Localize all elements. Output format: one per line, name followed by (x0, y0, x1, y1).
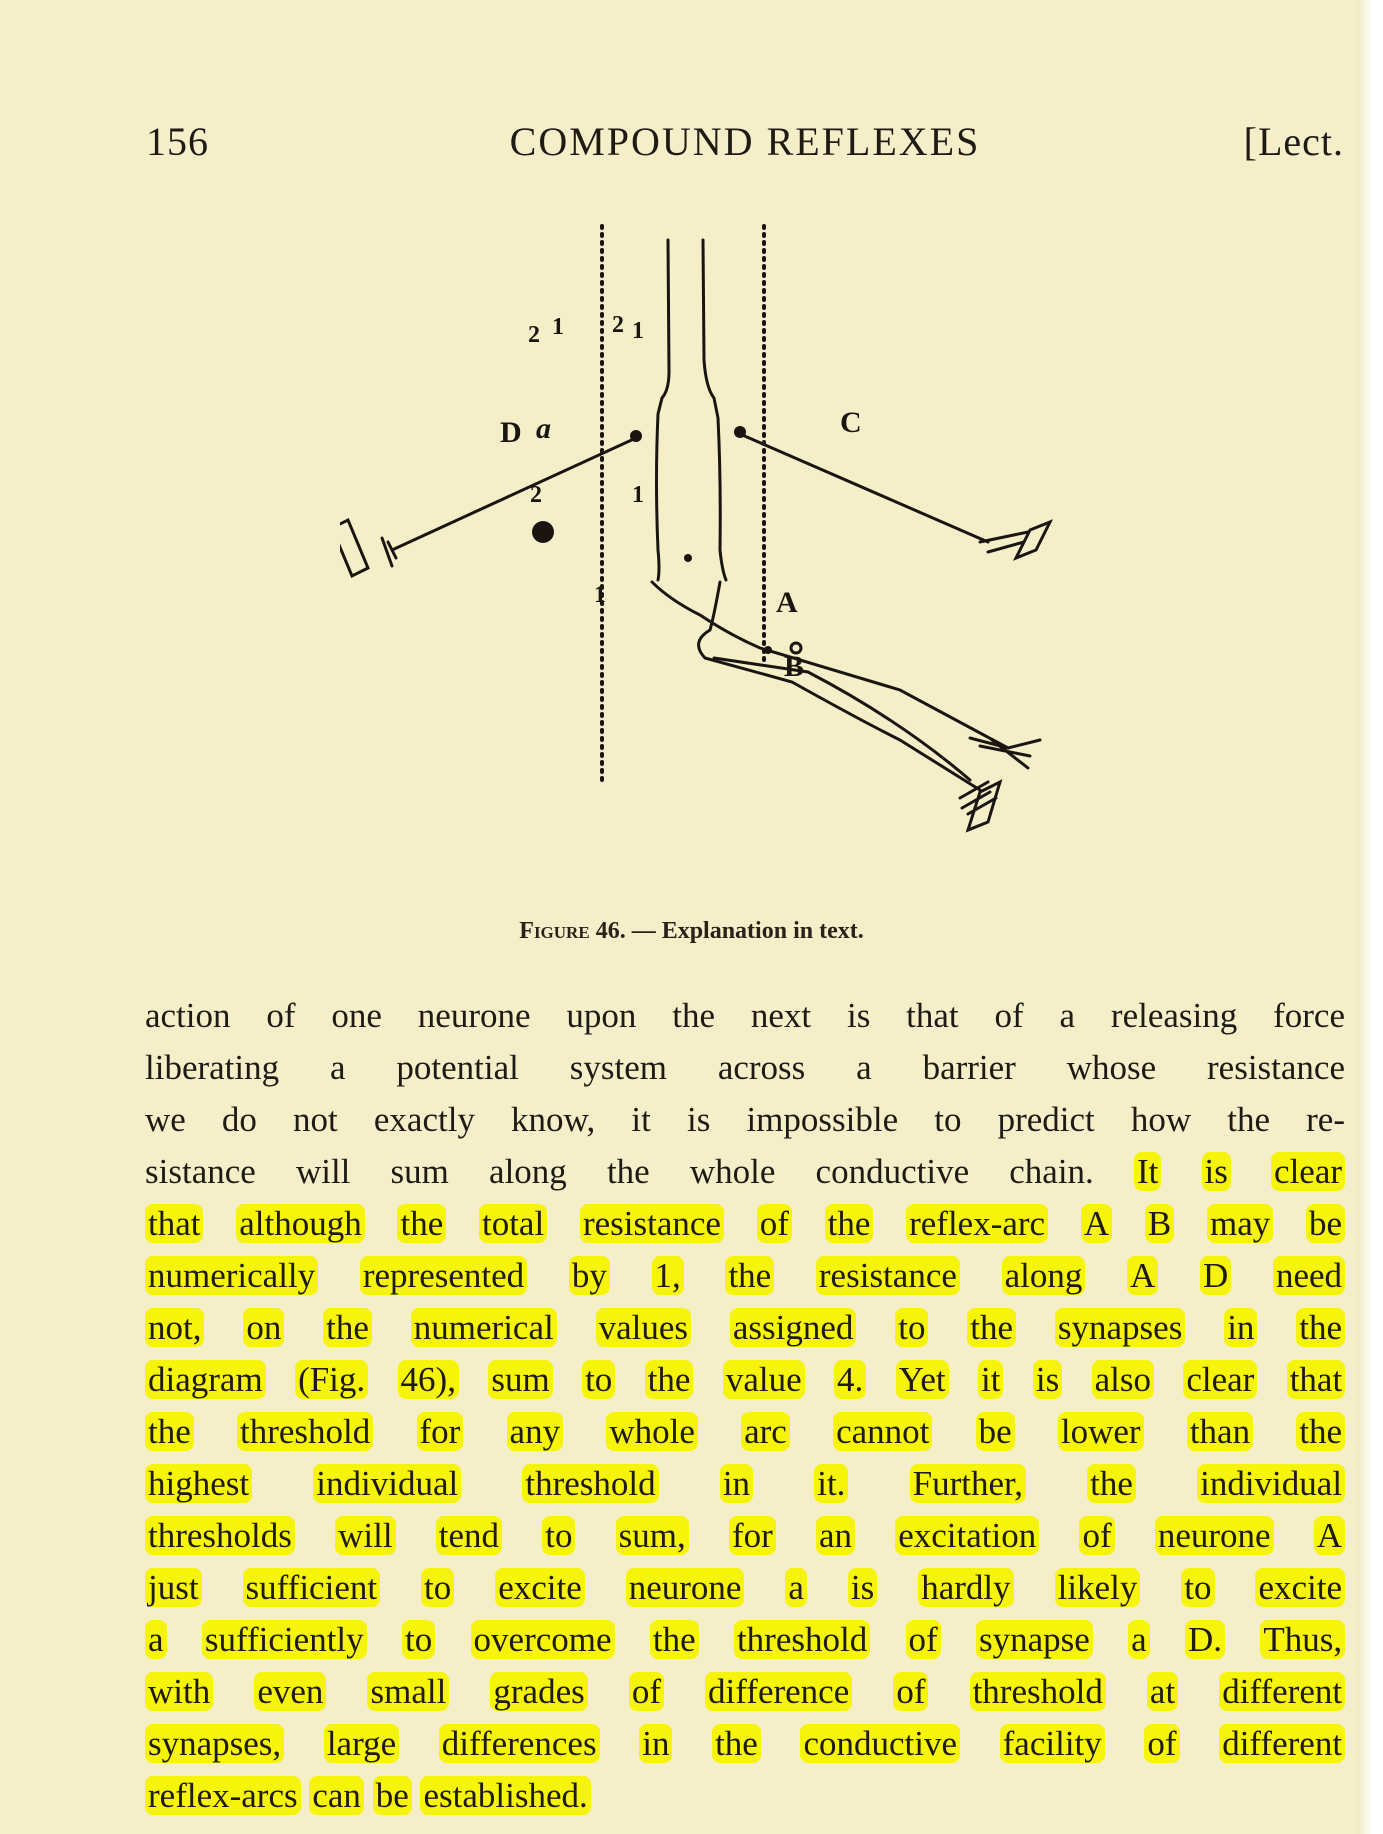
synapse-label-2-right: 2 (612, 312, 624, 338)
highlighted-text-line: just sufficient to excite neurone a is hardly likely to excite (145, 1562, 1345, 1614)
label-b-neurone: B (784, 650, 805, 683)
label-a-neurone: A (776, 586, 798, 619)
label-c: C (840, 406, 862, 439)
synapse-a-dot (764, 646, 772, 654)
label-a: a (536, 412, 551, 445)
caption-text: 46. — Explanation in text. (595, 918, 864, 944)
body-paragraph (145, 990, 1345, 1822)
highlighted-text-line: numerically represented by 1, the resistance along A D need (145, 1250, 1345, 1302)
running-title: COMPOUND REFLEXES (509, 119, 981, 164)
small-synapse-dot (684, 554, 692, 562)
synapse-label-2-mid: 2 (530, 482, 542, 508)
neurone-c-axon (740, 434, 988, 542)
text-line: sistance will sum along the whole conductive chain. It is clear (145, 1146, 1345, 1198)
synapse-label-1-right: 1 (632, 318, 644, 344)
figure-caption (0, 918, 1383, 945)
highlighted-text-line: a sufficiently to overcome the threshold of synapse a D. Thus, (145, 1614, 1345, 1666)
neurone-d-end (382, 538, 396, 566)
synapse-label-1-mid: 1 (632, 482, 644, 508)
text-line: we do not exactly know, it is impossible to predict how the re- (145, 1100, 1345, 1139)
synapse-dot-right (734, 426, 746, 438)
highlighted-text-line: not, on the numerical values assigned to the synapses in the (145, 1302, 1345, 1354)
neurone-a-fiber (652, 582, 1008, 748)
synapse-label-1-low: 1 (594, 582, 606, 608)
reflex-arc-diagram (340, 220, 1140, 900)
synapse-dot-left (630, 430, 642, 442)
highlighted-text-line: that although the total resistance of the reflex-arc A B may be (145, 1198, 1345, 1250)
section-marker: [Lect. (1243, 119, 1344, 164)
synapse-label-1-left: 1 (552, 314, 564, 340)
highlighted-text-line: synapses, large differences in the conductive facility of different (145, 1718, 1345, 1770)
page-edge (1357, 0, 1383, 1834)
highlighted-text-line: thresholds will tend to sum, for an excitation of neurone A (145, 1510, 1345, 1562)
highlighted-text-line: diagram (Fig. 46), sum to the value 4. Yet it is also clear that (145, 1354, 1345, 1406)
highlighted-text-line: the threshold for any whole arc cannot be lower than the (145, 1406, 1345, 1458)
cell-body (532, 521, 554, 543)
right-descending-fiber (703, 240, 726, 580)
highlighted-text-line: with even small grades of difference of threshold at different (145, 1666, 1345, 1718)
page-number: 156 (146, 119, 209, 164)
caption-prefix: Figure (519, 918, 590, 944)
afferent-terminal (970, 738, 1040, 768)
highlighted-text-line: highest individual threshold in it. Further, the individual (145, 1458, 1345, 1510)
synapse-label-2-left: 2 (528, 322, 540, 348)
neurone-b-fiber (699, 582, 980, 790)
highlighted-text-line: reflex-arcs can be established. (145, 1770, 1345, 1822)
neurone-d-axon (392, 438, 636, 550)
text-line: liberating a potential system across a barrier whose resistance (145, 1048, 1345, 1087)
text-line: action of one neurone upon the next is that of a releasing force (145, 996, 1345, 1035)
muscle-c (1016, 522, 1050, 558)
running-header (146, 118, 1344, 178)
left-descending-fiber (657, 240, 670, 580)
muscle-d (340, 520, 368, 576)
neurone-b-inner (714, 658, 970, 780)
label-d: D (500, 416, 522, 449)
